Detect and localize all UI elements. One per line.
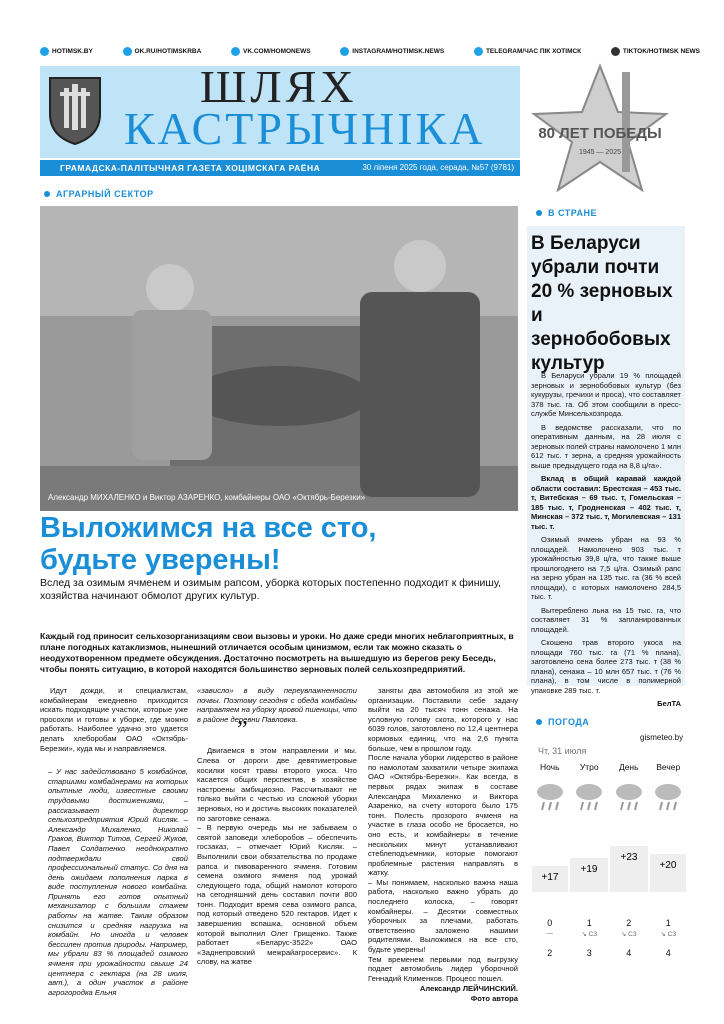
newspaper-subtitle: ГРАМАДСКА-ПАЛІТЫЧНАЯ ГАЗЕТА ХОЦІМСКАГА РАЁНА — [60, 163, 321, 173]
rain-cloud-icon — [649, 780, 689, 824]
section-label-text: В СТРАНЕ — [548, 208, 597, 218]
wind-gust: 4 — [665, 948, 671, 958]
weather-source[interactable]: gismeteo.by — [640, 733, 684, 742]
article-intro: Каждый год приносит сельхозорганизациям свои вызовы и уроки. Но даже среди многих неблагоприятных, в плане погодных катаклизмов, нынешний отличается особым цинизмом, если так можно сказать о неодухотворенном предмете обсуждения. Достаточно посмотреть на вышедшую из берегов реку Беседь, чтобы понять ситуацию, в которой находятся большинство зерновых полей сельхозпредприятий. — [40, 631, 514, 674]
social-label: VK.COM/HOMONEWS — [243, 47, 311, 55]
issue-info: 30 ліпеня 2025 года, серада, №57 (9781) — [362, 163, 514, 172]
article-lead: Вслед за озимым ячменем и озимым рапсом, уборка которых постепенно подходит к финишу, хозяйства начинают обмолот других культур. — [40, 577, 501, 602]
article-photo — [40, 206, 518, 511]
wind-speed: 1 — [586, 918, 592, 928]
temperature-value: +19 — [580, 864, 598, 875]
tiktok-icon — [611, 47, 620, 56]
wind-gust: 3 — [586, 948, 592, 958]
weather-date: Чт, 31 июля — [538, 746, 587, 756]
social-link-tiktok[interactable] — [611, 44, 700, 58]
social-label: TELEGRAM/ЧАС ПІК ХОТІМСК — [485, 47, 582, 55]
social-link-ok[interactable] — [123, 44, 202, 58]
wind-gust: 2 — [547, 948, 553, 958]
temperature-graph — [530, 832, 688, 892]
bullet-icon — [536, 719, 542, 725]
combine-operators-photo — [40, 206, 518, 511]
vk-icon — [231, 47, 240, 56]
article-quote: – У нас задействовано 5 комбайнов, старшими комбайнерами на которых опытные люди, известные своими трудовыми достижениями, – рассказывает директор сельхозпредприятия Юрий Кисляк. – Александр Михаленко, Николай Граков, Виктор Титов, Сергей Жуков, Павел Солдатенко неоднократно подтверждали свой профессиональный статус. Со дня на день ожидаем пополнения парка в виде поступления нового комбайна. Принять его готов опытный механизатор с большим стажем работы на жатве. Таким образом снизится и средняя нагрузка на комбайн. Но иногда и человек бессилен против природы. Например, мы убрали 83 % площадей озимого ячменя при урожайности свыше 24 центнера с гектара (на 28 июля, авт.), а один участок в районе агрогородка Ельня — [48, 767, 188, 997]
news-paragraph: Вытереблено льна на 15 тыс. га, что составляет 31 % запланированных площадей. — [531, 605, 681, 634]
wind-direction: ↘ СЗ — [581, 931, 598, 938]
wind-direction: — — [546, 930, 553, 937]
section-label-text: АГРАРНЫЙ СЕКТОР — [56, 189, 154, 199]
wind-direction: ↘ СЗ — [620, 931, 637, 938]
globe-icon — [40, 47, 49, 56]
social-link-telegram[interactable] — [474, 44, 581, 58]
bullet-icon — [536, 210, 542, 216]
temperature-value: +17 — [541, 872, 559, 883]
social-label: INSTAGRAM/HOTIMSK.NEWS — [352, 47, 445, 55]
photo-caption: Александр МИХАЛЕНКО и Виктор АЗАРЕНКО, комбайнеры ОАО «Октябрь-Березки» — [48, 493, 366, 502]
social-label: OK.RU/HOTIMSKRBA — [134, 47, 202, 55]
news-paragraph: Вклад в общий каравай каждой области составил: Брестская – 453 тыс. т, Витебская – 69 тыс. т, Гомельская – 185 тыс. т, Гродненская – 402 тыс. т, Минская – 372 тыс. т, Могилевская – 131 тыс. т. — [531, 474, 681, 531]
weather-widget — [530, 742, 688, 967]
wind-speed: 2 — [626, 918, 632, 928]
weather-period: Вечер — [656, 762, 681, 772]
masthead-subbar — [40, 160, 520, 176]
wind-gust: 4 — [626, 948, 632, 958]
quote-mark-icon: ” — [237, 717, 248, 744]
news-paragraph: В ведомстве рассказали, что по оперативным данным, на 28 июля с зерновых полей страны намолочено 1 млн 612 тыс. т зерна, а средняя урожайность выше предыдущего года на 8,8 ц/га». — [531, 422, 681, 470]
news-paragraph: Скошено трав второго укоса на площади 760 тыс. га (71 % плана), заготовлено сена более 273 тыс. т (38 % плана), сенажа – 10 млн 657 тыс. т (76 % плана), в том числе в полимерной упаковке 289 тыс. т. — [531, 638, 681, 695]
photo-credit: Фото автора — [470, 994, 518, 1003]
country-news-title: В Беларуси убрали почти 20 % зерновых и зернобобовых культур — [531, 233, 673, 374]
section-label-agro — [44, 189, 154, 199]
star-badge-text: 80 ЛЕТ ПОБЕДЫ — [538, 125, 662, 142]
weather-period: Ночь — [539, 762, 560, 772]
newspaper-title-line1: ШЛЯХ — [200, 61, 358, 112]
news-source: БелТА — [657, 699, 681, 708]
social-link-instagram[interactable] — [340, 44, 444, 58]
section-label-country — [536, 208, 597, 218]
headline-line2: будьте уверены! — [40, 544, 281, 576]
weather-period: День — [618, 762, 639, 772]
social-label: HOTIMSK.BY — [52, 47, 93, 55]
article-paragraph: Двигаемся в этом направлении и мы. Слева от дороги две девятиметровые косилки косят травы второго укоса. Что касается общих перспектив, в хозяйстве настроены амбициозно. Рассчитывают не только выйти с честью из сложной уборки зерновых, но и достичь высоких показателей по заготовке сенажа. – В первую очередь мы не забываем о святой заповеди хлеборобов – обеспечить госзаказ, – отмечает Юрий Кисляк. – Выполнили свои обязательства по продаже рапса и пивоваренного ячменя. Готовим семена озимого ячменя под урожай следующего года, общий намолот которого на сегодняшний день составил почти 800 тонн. Подходит время сева озимого рапса, под который отведено 520 гектаров. Идет к завершению вспашка, основной объем которой выполнил Олег Грищенко. Также работает «Беларус-3522» ОАО «Заднепровский межрайагросервис». К слову, на жатве — [197, 746, 357, 967]
wind-speed: 0 — [547, 918, 553, 928]
social-link-vk[interactable] — [231, 44, 311, 58]
country-news-text — [531, 371, 681, 713]
rain-cloud-icon — [609, 780, 649, 824]
headline-line1: Выложимся на все сто, — [40, 512, 377, 544]
bullet-icon — [44, 191, 50, 197]
news-paragraph: Озимый ячмень убран на 93 % площадей. Намолочено 903 тыс. т урожайностью 39,8 ц/га, что также выше прошлогоднего на 7,5 ц/га. Озимый рапс на зерно убран на 135 тыс. га (36 % всей площади), с которых намолочено 284,5 тыс. т. — [531, 535, 681, 601]
social-links-bar — [40, 44, 700, 58]
article-column-3 — [368, 686, 518, 1004]
section-label-text: ПОГОДА — [548, 717, 590, 727]
wind-speed-row — [530, 918, 688, 928]
article-headline — [40, 512, 520, 576]
newspaper-title-line2: КАСТРЫЧНІКА — [124, 103, 486, 154]
ok-icon — [123, 47, 132, 56]
instagram-icon — [340, 47, 349, 56]
article-column-1 — [40, 686, 188, 997]
social-label: TIKTOK/HOTIMSK NEWS — [622, 47, 700, 55]
wind-speed: 1 — [665, 918, 671, 928]
article-quote-cont: «зависло» в виду переувлажненности почвы. Поэтому сегодня с обедa комбайны направляем на уборку яровой пшеницы, что в районе деревни Павловка. — [197, 686, 357, 724]
section-label-weather — [536, 717, 589, 727]
wind-gust-row — [530, 948, 688, 958]
article-paragraph: заняты два автомобиля из этой же организации. Поставили себе задачу выйти на 20 тысяч тонн сенажа. На условную голову скота, которого у нас 6039 голов, заготовлено по 12,4 центнера кормовых единиц, что на 2,6 пункта больше, чем в прошлом году. После начала уборки лидерство в районе по намолотам захватили четыре экипажа ОАО «Октябрь-Березки». Как всегда, в первых рядах экипаж в составе Александра Михаленко и Виктора Азаренко, на счету которого было 175 тонн. Полесть прозорого ячменя на участке в глаза особо не бросается, но оно есть, и комбайнеры в течение нескольких минут устанавливают стеблеподъемники, которые помогают проблемные растения направлять в жатку. – Мы понимаем, насколько важна наша работа, насколько важно убрать до последнего колоска, – говорят комбайнеры. – Десятки совместных уборочных за плечами, работать ответственно заложено нашими родителями. Выложимся на все сто, будьте уверены! Тем временем первыми под выгрузку подает автомобиль лидер уборочной Геннадий Клименков. Процесс пошел. — [368, 686, 518, 983]
star-badge-years: 1945 — 2025 — [578, 149, 622, 156]
article-paragraph: Идут дожди, и специалистам, комбайнерам ежедневно приходится искать подходящие участки, которые уже просохли и готовы к уборке, где можно работать. Наиболее удачно это удается делать хлеборобам ОАО «Октябрь-Березки», куда мы и направляемся. — [40, 686, 188, 753]
victory-80-star-emblem — [530, 62, 670, 194]
rain-cloud-icon — [530, 780, 570, 824]
wind-direction-row — [530, 930, 688, 938]
article-column-2 — [197, 686, 357, 967]
telegram-icon — [474, 47, 483, 56]
coat-of-arms-icon — [46, 74, 104, 146]
weather-periods — [530, 762, 688, 772]
wind-direction: ↘ СЗ — [660, 931, 677, 938]
weather-period: Утро — [579, 762, 599, 772]
temperature-value: +20 — [659, 860, 677, 871]
rain-cloud-icon — [570, 780, 610, 824]
temperature-value: +23 — [620, 852, 638, 863]
article-author: Александр ЛЕЙЧИНСКИЙ. — [419, 984, 518, 994]
news-paragraph: В Беларуси убрали 19 % площадей зерновых и зернобобовых культур (без кукурузы, гречихи и проса), что составляет 378 тыс. га. Об этом сообщили в пресс-службе Минсельхозпрода. — [531, 371, 681, 418]
social-link-site[interactable] — [40, 44, 93, 58]
weather-icons-row — [530, 780, 688, 824]
